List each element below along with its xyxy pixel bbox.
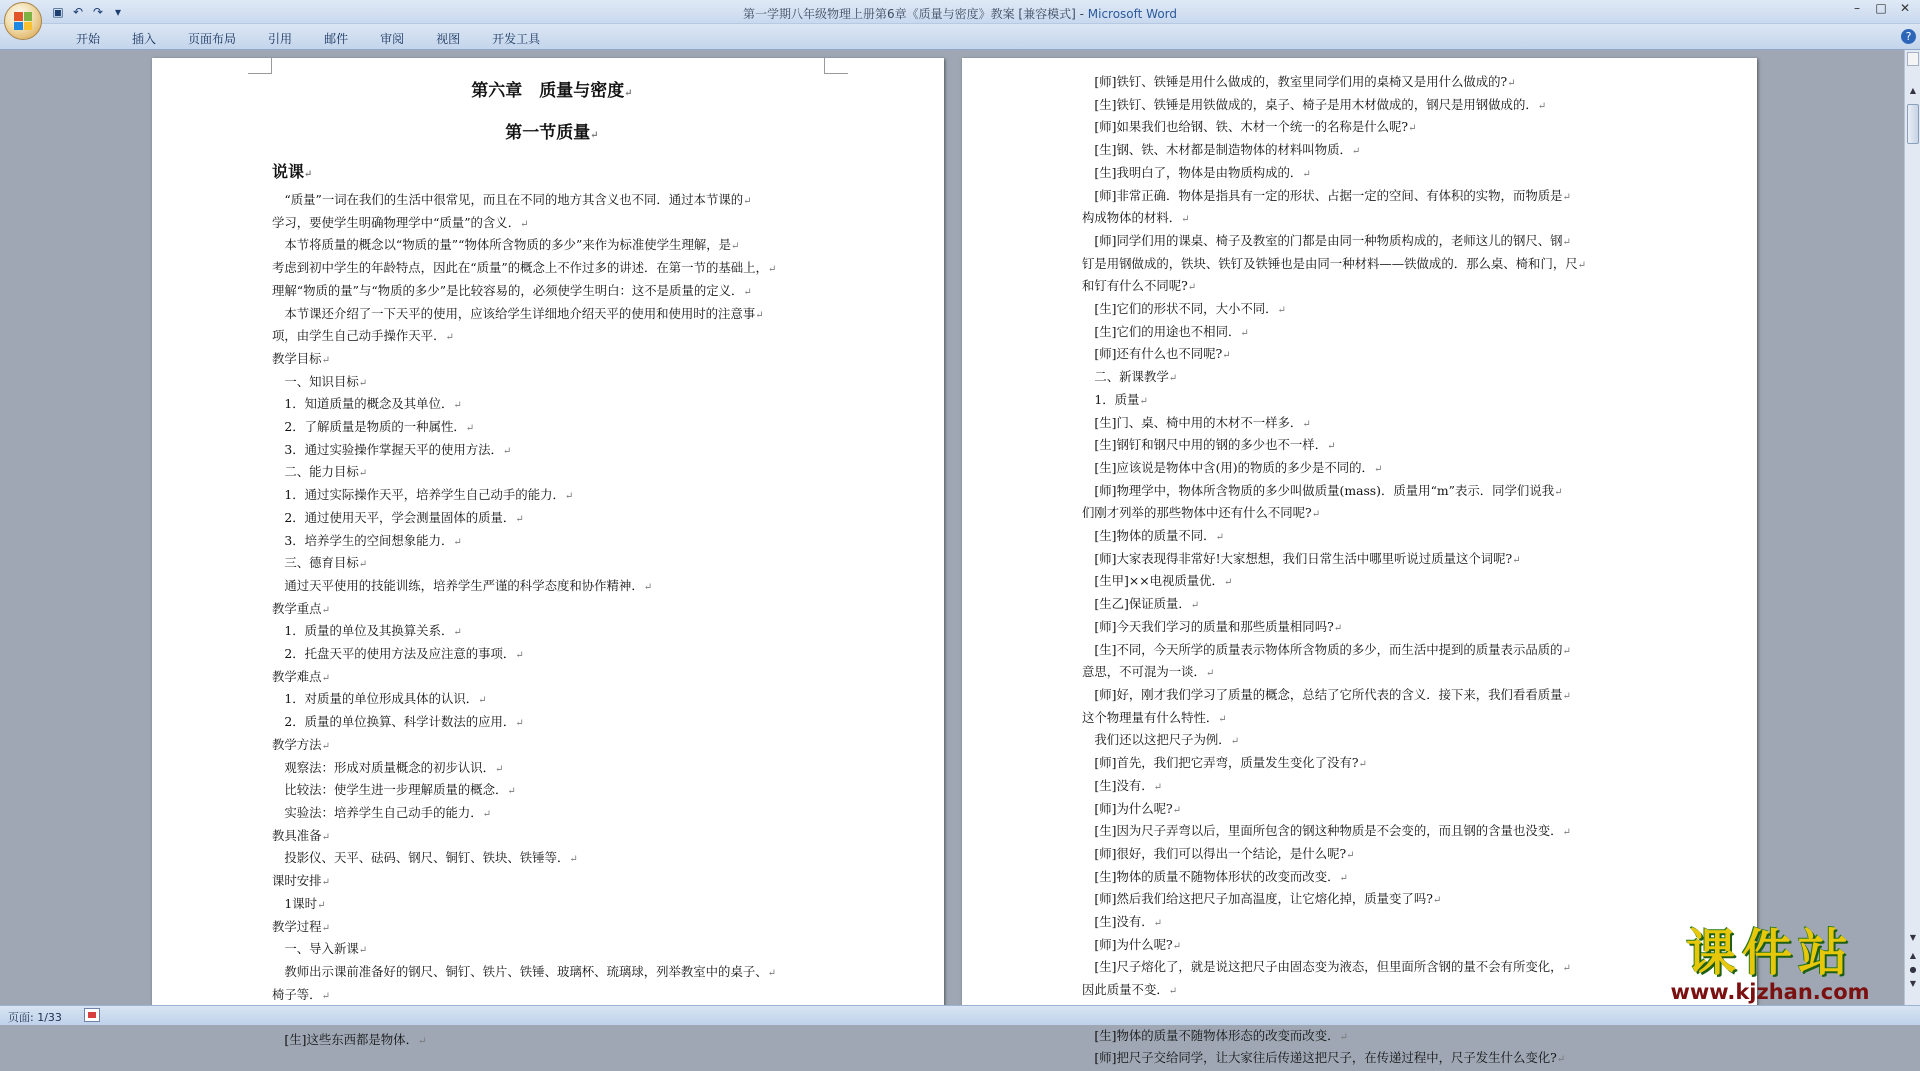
paragraph-line: 钉是用钢做成的，铁块、铁钉及铁锤也是由同一种材料——铁做成的．那么桌、椅和门，尺↵ bbox=[1082, 255, 1587, 271]
minimize-button[interactable]: – bbox=[1854, 1, 1860, 15]
paragraph-line: 们刚才列举的那些物体中还有什么不同呢?↵ bbox=[1082, 505, 1321, 521]
paragraph-line: [生]应该说是物体中含(用)的物质的多少是不同的．↵ bbox=[1082, 459, 1383, 475]
next-page-icon[interactable]: ▼ bbox=[1909, 979, 1917, 988]
paragraph-line: 这个物理量有什么特性．↵ bbox=[1082, 709, 1227, 725]
tab-mailings[interactable]: 邮件 bbox=[324, 32, 349, 46]
previous-page-icon[interactable]: ▲ bbox=[1909, 951, 1917, 960]
paragraph-line: 1．知道质量的概念及其单位．↵ bbox=[272, 396, 462, 412]
paragraph-line: 一、导入新课↵ bbox=[272, 941, 368, 957]
paragraph-line: 通过天平使用的技能训练，培养学生严谨的科学态度和协作精神．↵ bbox=[272, 577, 653, 593]
ribbon-tabs bbox=[60, 30, 556, 47]
paragraph-line: 项，由学生自己动手操作天平．↵ bbox=[272, 328, 454, 344]
page-1-paragraphs bbox=[272, 190, 832, 1053]
tab-view[interactable]: 视图 bbox=[436, 32, 461, 46]
save-icon[interactable]: ▣ bbox=[52, 5, 64, 19]
redo-icon[interactable]: ↷ bbox=[92, 5, 104, 19]
tab-insert[interactable]: 插入 bbox=[132, 32, 157, 46]
section-title: 第一节质量↵ bbox=[505, 123, 599, 143]
paragraph-line: [生]钢、铁、木材都是制造物体的材料叫物质．↵ bbox=[1082, 142, 1361, 158]
paragraph-line: [师]如果我们也给钢、铁、木材一个统一的名称是什么呢?↵ bbox=[1082, 119, 1417, 135]
paragraph-line: 课时安排↵ bbox=[272, 873, 330, 889]
paragraph-line: [生]物体的质量不随物体形态的改变而改变．↵ bbox=[1082, 1027, 1348, 1043]
paragraph-line: 学习，要使学生明确物理学中“质量”的含义．↵ bbox=[272, 214, 529, 230]
paragraph-line: 因此质量不变．↵ bbox=[1082, 982, 1178, 998]
paragraph-line: 2．了解质量是物质的一种属性．↵ bbox=[272, 419, 475, 435]
paragraph-line: 2．质量的单位换算、科学计数法的应用．↵ bbox=[272, 714, 524, 730]
document-name: 第一学期八年级物理上册第6章《质量与密度》教案 [兼容模式] bbox=[742, 7, 1076, 21]
paragraph-line: 2．托盘天平的使用方法及应注意的事项．↵ bbox=[272, 646, 524, 662]
tab-review[interactable]: 审阅 bbox=[380, 32, 405, 46]
status-bar bbox=[0, 1005, 1920, 1025]
paragraph-line: [生]铁钉、铁锤是用铁做成的，桌子、椅子是用木材做成的，钢尺是用钢做成的．↵ bbox=[1082, 96, 1547, 112]
view-ruler-icon[interactable] bbox=[1907, 52, 1919, 66]
paragraph-line: 比较法：使学生进一步理解质量的概念．↵ bbox=[272, 782, 516, 798]
paragraph-line: [生甲]××电视质量优．↵ bbox=[1082, 573, 1233, 589]
paragraph-line: 教具准备↵ bbox=[272, 827, 330, 843]
paragraph-line: 教学难点↵ bbox=[272, 668, 330, 684]
paragraph-line: 构成物体的材料．↵ bbox=[1082, 210, 1190, 226]
help-icon[interactable]: ? bbox=[1901, 29, 1916, 44]
paragraph-line: [师]好，刚才我们学习了质量的概念，总结了它所代表的含义．接下来，我们看看质量↵ bbox=[1082, 686, 1571, 702]
paragraph-line: [师]非常正确．物体是指具有一定的形状、占据一定的空间、有体积的实物，而物质是↵ bbox=[1082, 187, 1571, 203]
paragraph-line: 本节将质量的概念以“物质的量”“物体所含物质的多少”来作为标准使学生理解，是↵ bbox=[272, 237, 740, 253]
paragraph-line: [师]为什么呢?↵ bbox=[1082, 936, 1182, 952]
paragraph-line: [师]同学们用的课桌、椅子及教室的门都是由同一种物质构成的，老师这儿的钢尺、钢↵ bbox=[1082, 232, 1571, 248]
paragraph-line: [生]没有．↵ bbox=[1082, 777, 1163, 793]
paragraph-line: 我们还以这把尺子为例．↵ bbox=[1082, 732, 1240, 748]
paragraph-line: 1课时↵ bbox=[272, 895, 326, 911]
paragraph-line: [生]没有．↵ bbox=[1082, 914, 1163, 930]
paragraph-line: 二、新课教学↵ bbox=[1082, 369, 1178, 385]
paragraph-line: 椅子等．↵ bbox=[272, 986, 330, 1002]
page-1-body bbox=[272, 70, 832, 1053]
paragraph-line: 1．质量↵ bbox=[1082, 391, 1148, 407]
paragraph-line: [师]大家表现得非常好!大家想想，我们日常生活中哪里听说过质量这个词呢?↵ bbox=[1082, 550, 1521, 566]
tab-references[interactable]: 引用 bbox=[268, 32, 293, 46]
tab-page-layout[interactable]: 页面布局 bbox=[188, 32, 237, 46]
paragraph-line: 意思，不可混为一谈．↵ bbox=[1082, 664, 1215, 680]
paragraph-line: 实验法：培养学生自己动手的能力．↵ bbox=[272, 804, 492, 820]
paragraph-line: 教师出示课前准备好的钢尺、铜钉、铁片、铁锤、玻璃杯、琉璃球，列举教室中的桌子、↵ bbox=[272, 963, 777, 979]
paragraph-line: [生]它们的用途也不相同．↵ bbox=[1082, 323, 1249, 339]
watermark-logo bbox=[1644, 925, 1896, 1005]
scroll-down-icon[interactable]: ▼ bbox=[1909, 933, 1917, 942]
paragraph-line: 一、知识目标↵ bbox=[272, 373, 368, 389]
page-2-body bbox=[1082, 72, 1642, 1071]
watermark-url: www.kjzhan.com bbox=[1670, 980, 1870, 1004]
maximize-button[interactable]: □ bbox=[1875, 1, 1887, 15]
proofing-icon[interactable] bbox=[84, 1008, 100, 1022]
paragraph-line: [师]还有什么也不同呢?↵ bbox=[1082, 346, 1231, 362]
tab-home[interactable]: 开始 bbox=[76, 32, 101, 46]
paragraph-line: [师]很好，我们可以得出一个结论，是什么呢?↵ bbox=[1082, 845, 1355, 861]
paragraph-line: 2．通过使用天平，学会测量固体的质量．↵ bbox=[272, 509, 524, 525]
select-browse-object-icon[interactable]: ● bbox=[1909, 965, 1917, 974]
paragraph-line: [师]铁钉、铁锤是用什么做成的，教室里同学们用的桌椅又是用什么做成的?↵ bbox=[1082, 74, 1516, 89]
scroll-thumb[interactable] bbox=[1907, 104, 1919, 144]
paragraph-line: “质量”一词在我们的生活中很常见，而且在不同的地方其含义也不同．通过本节课的↵ bbox=[272, 192, 752, 207]
vertical-scrollbar[interactable] bbox=[1904, 50, 1920, 1005]
paragraph-line: 投影仪、天平、砝码、钢尺、铜钉、铁块、铁锤等．↵ bbox=[272, 850, 578, 866]
undo-icon[interactable]: ↶ bbox=[72, 5, 84, 19]
page-count[interactable]: 页面: 1/33 bbox=[8, 1011, 62, 1024]
paragraph-line: 1．通过实际操作天平，培养学生自己动手的能力．↵ bbox=[272, 487, 574, 503]
paragraph-line: [生]物体的质量不随物体形状的改变而改变．↵ bbox=[1082, 868, 1348, 884]
paragraph-line: [师]今天我们学习的质量和那些质量相同吗?↵ bbox=[1082, 618, 1343, 634]
ribbon bbox=[0, 24, 1920, 50]
title-bar bbox=[0, 0, 1920, 24]
chapter-title: 第六章 质量与密度↵ bbox=[471, 81, 633, 101]
window-controls bbox=[1848, 1, 1914, 15]
watermark-text: 课件站 bbox=[1686, 923, 1854, 982]
office-button[interactable] bbox=[4, 2, 42, 40]
paragraph-line: [生]不同，今天所学的质量表示物体所含物质的多少，而生活中提到的质量表示品质的↵ bbox=[1082, 641, 1571, 657]
paragraph-line: [生]因为尺子弄弯以后，里面所包含的钢这种物质是不会变的，而且钢的含量也没变．↵ bbox=[1082, 823, 1571, 839]
paragraph-line: [生]钢钉和钢尺中用的钢的多少也不一样．↵ bbox=[1082, 437, 1336, 453]
paragraph-line: 教学过程↵ bbox=[272, 918, 330, 934]
paragraph-line: 理解“物质的量”与“物质的多少”是比较容易的，必须使学生明白：这不是质量的定义．↵ bbox=[272, 282, 752, 298]
paragraph-line: 二、能力目标↵ bbox=[272, 464, 368, 480]
paragraph-line: 教学目标↵ bbox=[272, 350, 330, 366]
paragraph-line: [师]把尺子交给同学，让大家往后传递这把尺子，在传递过程中，尺子发生什么变化?↵ bbox=[1082, 1050, 1566, 1066]
paragraph-line: 教学重点↵ bbox=[272, 600, 330, 616]
paragraph-line: [生]物体的质量不同．↵ bbox=[1082, 528, 1224, 544]
paragraph-line: [生]门、桌、椅中用的木材不一样多．↵ bbox=[1082, 414, 1311, 430]
close-button[interactable]: ✕ bbox=[1899, 1, 1911, 15]
paragraph-line: 1．对质量的单位形成具体的认识．↵ bbox=[272, 691, 487, 707]
paragraph-line: 本节课还介绍了一下天平的使用，应该给学生详细地介绍天平的使用和使用时的注意事↵ bbox=[272, 305, 764, 321]
paragraph-line: 3．培养学生的空间想象能力．↵ bbox=[272, 532, 462, 548]
customize-icon[interactable]: ▾ bbox=[114, 5, 122, 19]
paragraph-line: [师]首先，我们把它弄弯，质量发生变化了没有?↵ bbox=[1082, 755, 1367, 771]
paragraph-line: 和钉有什么不同呢?↵ bbox=[1082, 278, 1197, 294]
paragraph-line: [生]我明白了，物体是由物质构成的．↵ bbox=[1082, 164, 1311, 180]
document-page-1[interactable] bbox=[152, 58, 944, 1048]
office-logo-icon bbox=[14, 12, 32, 30]
window-title: 第一学期八年级物理上册第6章《质量与密度》教案 [兼容模式] - Microsoft Word bbox=[742, 7, 1178, 21]
paragraph-line: 三、德育目标↵ bbox=[272, 555, 368, 571]
paragraph-line: 观察法：形成对质量概念的初步认识．↵ bbox=[272, 759, 504, 775]
paragraph-line: [生]它们的形状不同，大小不同．↵ bbox=[1082, 301, 1286, 317]
lecture-heading: 说课↵ bbox=[272, 162, 313, 181]
tab-developer[interactable]: 开发工具 bbox=[492, 32, 541, 46]
paragraph-line: [师]然后我们给这把尺子加高温度，让它熔化掉，质量变了吗?↵ bbox=[1082, 891, 1442, 907]
paragraph-line: 考虑到初中学生的年龄特点，因此在“质量”的概念上不作过多的讲述．在第一节的基础上，↵ bbox=[272, 260, 777, 276]
paragraph-line: [师]为什么呢?↵ bbox=[1082, 800, 1182, 816]
paragraph-line: [生]尺子熔化了，就是说这把尺子由固态变为液态，但里面所含钢的量不会有所变化，↵ bbox=[1082, 959, 1571, 975]
crop-mark bbox=[248, 58, 272, 74]
page-2-paragraphs bbox=[1082, 72, 1642, 1071]
scroll-up-icon[interactable]: ▲ bbox=[1909, 86, 1917, 95]
paragraph-line: [生]这些东西都是物体．↵ bbox=[272, 1032, 427, 1048]
document-page-2[interactable] bbox=[962, 58, 1757, 1066]
paragraph-line: 1．质量的单位及其换算关系．↵ bbox=[272, 623, 462, 639]
paragraph-line: [生乙]保证质量．↵ bbox=[1082, 596, 1200, 612]
paragraph-line: 教学方法↵ bbox=[272, 736, 330, 752]
paragraph-line: 3．通过实验操作掌握天平的使用方法．↵ bbox=[272, 441, 512, 457]
paragraph-line: [师]物理学中，物体所含物质的多少叫做质量(mass)．质量用“m”表示．同学们说我↵ bbox=[1082, 482, 1563, 498]
app-name: Microsoft Word bbox=[1087, 7, 1178, 21]
